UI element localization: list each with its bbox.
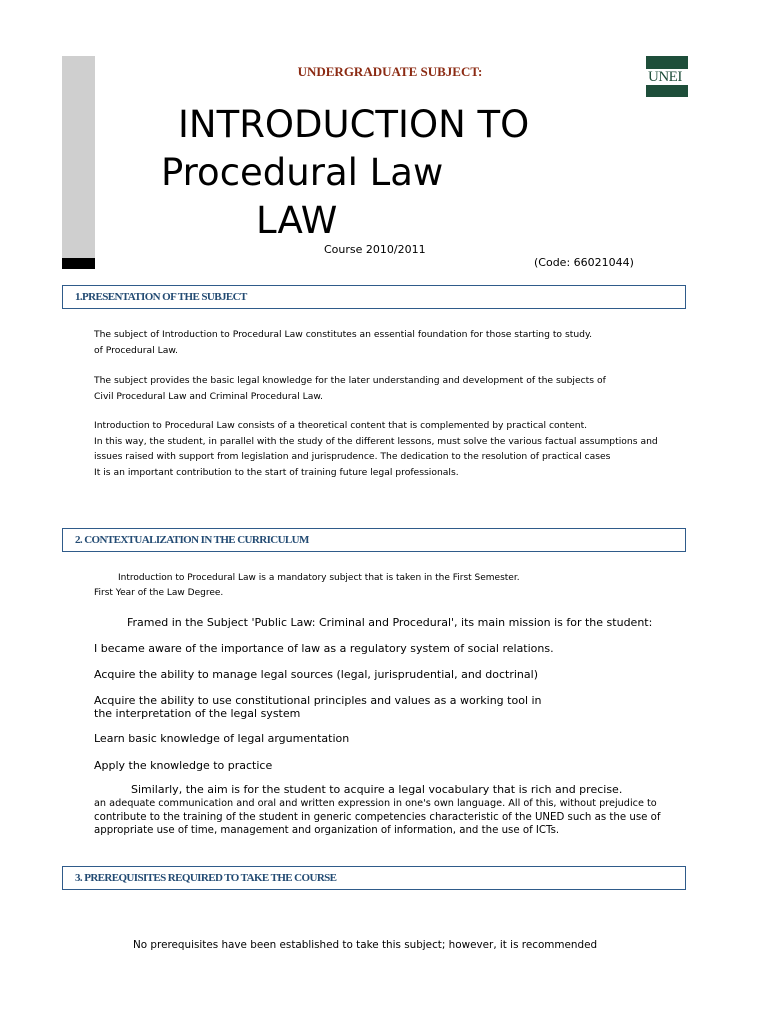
subject-label: UNDERGRADUATE SUBJECT: <box>297 64 483 79</box>
paragraph-line: In this way, the student, in parallel with the study of the different lessons, must solve the various factual assumptions and <box>94 435 658 447</box>
paragraph-line: Introduction to Procedural Law consists of a theoretical content that is complemented by practical content. <box>94 420 588 431</box>
section-heading-text: 3. PREREQUISITES REQUIRED TO TAKE THE COURSE <box>75 872 337 884</box>
goal-item: Learn basic knowledge of legal argumentation <box>94 732 350 745</box>
framed-statement: Framed in the Subject 'Public Law: Criminal and Procedural', its main mission is for the student: <box>127 616 653 629</box>
prerequisites-text: No prerequisites have been established to take this subject; however, it is recommended <box>133 939 598 951</box>
paragraph-line: issues raised with support from legislation and jurisprudence. The dedication to the resolution of practical cases <box>94 451 611 462</box>
course-code: (Code: 66021044) <box>534 256 634 269</box>
paragraph-line: It is an important contribution to the start of training future legal professionals. <box>94 466 459 478</box>
presentation-paragraph-3 <box>94 418 658 480</box>
paragraph-line: The subject of Introduction to Procedural Law constitutes an essential foundation for those starting to study. <box>94 329 593 340</box>
contextualization-intro <box>94 571 520 601</box>
goal-item: Apply the knowledge to practice <box>94 759 273 772</box>
logo-text: UNEI <box>648 69 682 85</box>
uned-logo <box>646 56 688 97</box>
paragraph-line: Introduction to Procedural Law is a mandatory subject that is taken in the First Semester. <box>118 573 520 583</box>
similarly-statement: Similarly, the aim is for the student to acquire a legal vocabulary that is rich and precise. <box>131 783 623 796</box>
decorative-grey-bar <box>62 56 95 258</box>
page-title-line1: INTRODUCTION TO <box>178 103 530 146</box>
goal-item: Acquire the ability to use constitutional principles and values as a working tool in <box>94 694 542 707</box>
presentation-paragraph-1 <box>94 327 592 358</box>
paragraph-line: an adequate communication and oral and written expression in one's own language. All of this, without prejudice to <box>94 798 657 809</box>
page-title-line3: LAW <box>256 199 338 242</box>
paragraph-line: First Year of the Law Degree. <box>94 588 224 598</box>
goal-item-continued: the interpretation of the legal system <box>94 707 301 720</box>
section-heading-text: 1.PRESENTATION OF THE SUBJECT <box>75 291 247 303</box>
paragraph-line: The subject provides the basic legal knowledge for the later understanding and development of the subjects of <box>94 375 606 386</box>
closing-paragraph <box>94 797 660 838</box>
section-heading-contextualization <box>62 528 686 552</box>
presentation-paragraph-2 <box>94 373 606 404</box>
section-heading-text: 2. CONTEXTUALIZATION IN THE CURRICULUM <box>75 534 309 546</box>
decorative-black-bar <box>62 258 95 269</box>
section-heading-presentation <box>62 285 686 309</box>
section-heading-prerequisites <box>62 866 686 890</box>
paragraph-line: contribute to the training of the student in generic competencies characteristic of the UNED such as the use of <box>94 811 661 823</box>
paragraph-line: Civil Procedural Law and Criminal Procedural Law. <box>94 390 323 402</box>
course-year: Course 2010/2011 <box>324 243 426 256</box>
paragraph-line: appropriate use of time, management and organization of information, and the use of ICTs. <box>94 825 560 836</box>
goal-item: I became aware of the importance of law as a regulatory system of social relations. <box>94 642 554 655</box>
page-title-line2: Procedural Law <box>161 151 444 194</box>
goal-item: Acquire the ability to manage legal sources (legal, jurisprudential, and doctrinal) <box>94 668 538 681</box>
paragraph-line: of Procedural Law. <box>94 344 178 356</box>
